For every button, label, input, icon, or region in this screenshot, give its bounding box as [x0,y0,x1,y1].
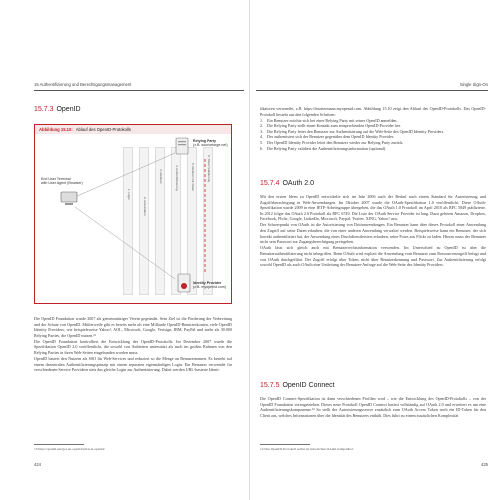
openid-figure [34,124,232,304]
oauth-body-text [260,194,486,268]
paragraph: Mit den ersten Ideen zu OpenID entwickelte sich im Jahr 2006 auch der Bedarf nach einem Standard für Autorisierung und Zugriffsberechtigung in Web-Anwendungen. Im Oktober 2007 wurde die OAuth-Spezifikation 1.0 veröffentlicht. Diese OAuth-Spezifikation wurde 2009 in eine IETF-Arbeitsgruppe übergeben, die das OAuth 1.0 Protokoll im April 2010 als RFC 5849 publizierte. In 2012 folgte das OAuth 2.0 Protokoll als RFC 6749. Die Liste der OAuth Service Provider ist lang. Dazu gehören Amazon, Dropbox, Facebook, Flickr, Google, LinkedIn, Microsoft, Paypal, Twitter, XING, Yahoo! usw. [260,194,486,222]
oidc-body-text [260,396,486,419]
step-text: Der authentisiert sich der Benutzer gegenüber dem OpenID Identity Provider. [267,134,395,140]
page-number: 424 [34,462,41,467]
section-title: OpenID Connect [282,382,335,389]
right-page [250,0,500,500]
paragraph: Die OpenID Foundation kontrolliert die Entwicklung des OpenID-Protokolls. Im Dezember 2007 wurde die Spezifikation OpenID 2.0 veröffentlicht, die sowohl von Anbietern unterstützt als auch im großen Rahmen von den Relying Parties in ihren Web-Seiten eingebunden worden muss. [34,338,232,356]
flow-label: 4. Authentifizierung [175,165,179,191]
right-body-intro [260,106,486,151]
footnote: 14 Das OpenID-Protokoll selbst ist inzwischen OAuth kompatibel. [260,447,354,451]
end-user-subtitle: with User Agent (Browser) [41,181,83,186]
paragraph: OpenID basiert den Nutzern als SSO für Web-Services und reduziert so die Menge an Benutzernamen. Es besteht auf einem dezentralen Authentifizierungsprinzip mit einem separaten eigenständigen Login. Ein Benutzer verwendet für verschiedenen Service Providern stets das gleiche Login zur Authentisierung. Dabei werden URL-basierte Identi- [34,356,232,373]
step-text: Die Relying Party leitet den Benutzer zur Authentisierung auf die Web-Seite des OpenID Identity Providers. [267,128,445,134]
connector-line [75,207,175,279]
section-heading-openid-connect [260,382,335,389]
list-item: 4. Der authentisiert sich der Benutzer gegenüber dem OpenID Identity Provider. [260,134,395,140]
flow-label: 5. Redirect mit Token [191,163,195,192]
flow-diagram [35,125,233,305]
flow-label: 2. Assoziation [143,197,147,216]
section-number: 15.7.3 [34,106,54,113]
step-text: Die Relying Party validiert die Authentifizierungsinformation (optional). [267,145,387,151]
list-item: 5. Der OpenID Identity Provider leitet den Benutzer wieder zur Relying Party zurück. [260,140,404,146]
paragraph: Die OpenID Connect-Spezifikation ist dann verschiedenen Profilen wird – wie die Entwicklung des OpenID-Protokolls – von der OpenID Foundation vorangetrieben. Dieses neue Protokoll OpenID Connect basiert vollständig auf OAuth 2.0 und erweitert es um eine Authentifizierungskomponente.¹⁴ So stellt der Autorisierungsserver zusätzlich zum OAuth Access Token noch ein ID-Token für den Client aus, welches Informationen über die Identität des Benutzers enthält. Dies führt zu einem zusätzlichen Komplexität [260,396,486,418]
relying-party-example: (z.B. sourceforge.net) [193,143,228,148]
server-icon [175,137,189,155]
paragraph: Der Schwerpunkt von OAuth ist die Autorisierung von Drittanwendungen. Ein Benutzer kann über dieses Protokoll einer Anwendung den Zugriff auf seine Daten erlauben, die von einer anderen Anwendung verwaltet werden. Beispielsweise kann ein Benutzer, der sich korrekt authentifiziert hat, der Anwendung eines Druckdienstleisters erlauben, seine Fotos aus Flickr zu laden. Hierzu muss der Benutzer nicht sein Passwort zur Zugangsberechtigung preisgeben. [260,222,486,245]
flow-label: 3. Redirect [159,169,163,184]
relying-party-label [193,139,228,147]
step-text: Der OpenID Identity Provider leitet den Benutzer wieder zur Relying Party zurück. [267,140,404,146]
header-rule [34,90,244,91]
paragraph: fikatoren verwendet, z.B. https://mustermann.myopenid.com. Abbildung 15.10 zeigt den Ablauf des OpenID-Protokolls. Das OpenID-Protokoll besteht aus den folgenden Schritten: [260,106,486,117]
identity-server-icon [177,273,191,293]
list-item: 1. Ein Benutzer möchte sich bei einer Relying Party mit seiner OpenID anmelden. [260,117,398,123]
identity-provider-label [193,281,226,289]
identity-provider-example: (z.B. myopenid.com) [193,285,226,290]
footnote-rule [260,444,310,445]
step-text: Ein Benutzer möchte sich bei einer Relying Party mit seiner OpenID anmelden. [267,117,398,123]
page-number: 425 [481,462,488,467]
computer-icon [59,191,79,207]
running-head: 15 Authentifizierung und Berechtigungsmanagement [34,82,132,87]
list-item: 2. Die Relying Party stellt einen Kontakt zum entsprechenden OpenID-Provider her. [260,123,401,129]
figure-title: Ablauf des OpenID-Protokolls [75,127,131,132]
left-body-text [34,316,232,373]
running-head: Single Sign-On [459,82,488,87]
section-number: 15.7.5 [260,382,280,389]
header-rule [256,90,488,91]
flow-label: 1. Login [127,189,131,200]
figure-label: Abbildung 15.10: [39,127,73,132]
identity-provider-title: Identity Provider [193,281,222,285]
section-heading-openid [34,106,81,113]
end-user-label [41,177,83,185]
list-item: 6. Die Relying Party validiert die Authentifizierungsinformation (optional). [260,145,387,151]
list-item: 3. Die Relying Party leitet den Benutzer zur Authentisierung auf die Web-Seite des OpenID Identity Providers. [260,128,445,134]
step-text: Die Relying Party stellt einen Kontakt zum entsprechenden OpenID-Provider her. [267,123,401,129]
flow-label: 6. Token-Validierung [207,155,211,183]
section-title: OpenID [56,106,81,113]
connector-line [75,153,175,197]
section-title: OAuth 2.0 [282,180,314,187]
end-user-title: End User Terminal [41,177,71,181]
footnote-rule [34,444,84,445]
section-heading-oauth [260,180,314,187]
paragraph: OAuth lässt sich gleich auch mit Benutzerrechtsinformation verwenden. Im Unterschied zu OpenID ist aber die Benutzerauthentifizierung nicht inbegriffen. Beim OAuth wird explizit die Anwendung vom Benutzer zum Ressourcenzugriff befugt und von OAuth durchgeführt. Der Zugriff erfolgt über Token, nicht über Benutzerkennung und Passwort. Zur Authentifizierung erfolgt sowohl OpenID als auch OAuth eine Umleitung der Benutzer-Anfrage auf die Web-Seite des Identity Providers. [260,245,486,268]
paragraph: Die OpenID Foundation wurde 2007 als gemeinnütziger Verein gegründet. Sein Ziel ist die Förderung der Verbreitung und der Schutz von OpenID. Mittlerweile gibt es bereits mehr als eine Milliarde OpenID-Benutzerkonten, viele OpenID Identity Providers, wie beispielsweise Yahoo!, AOL, Microsoft, Google, Verisign, IBM, PayPal und mehr als 30.000 Relying Parties, die OpenID nutzen.¹³ [34,316,232,338]
footnote: 13 http://openid.net/get-an-openid/what-is-openid/ [34,447,105,451]
section-number: 15.7.4 [260,180,280,187]
relying-party-title: Relying Party [193,139,216,143]
